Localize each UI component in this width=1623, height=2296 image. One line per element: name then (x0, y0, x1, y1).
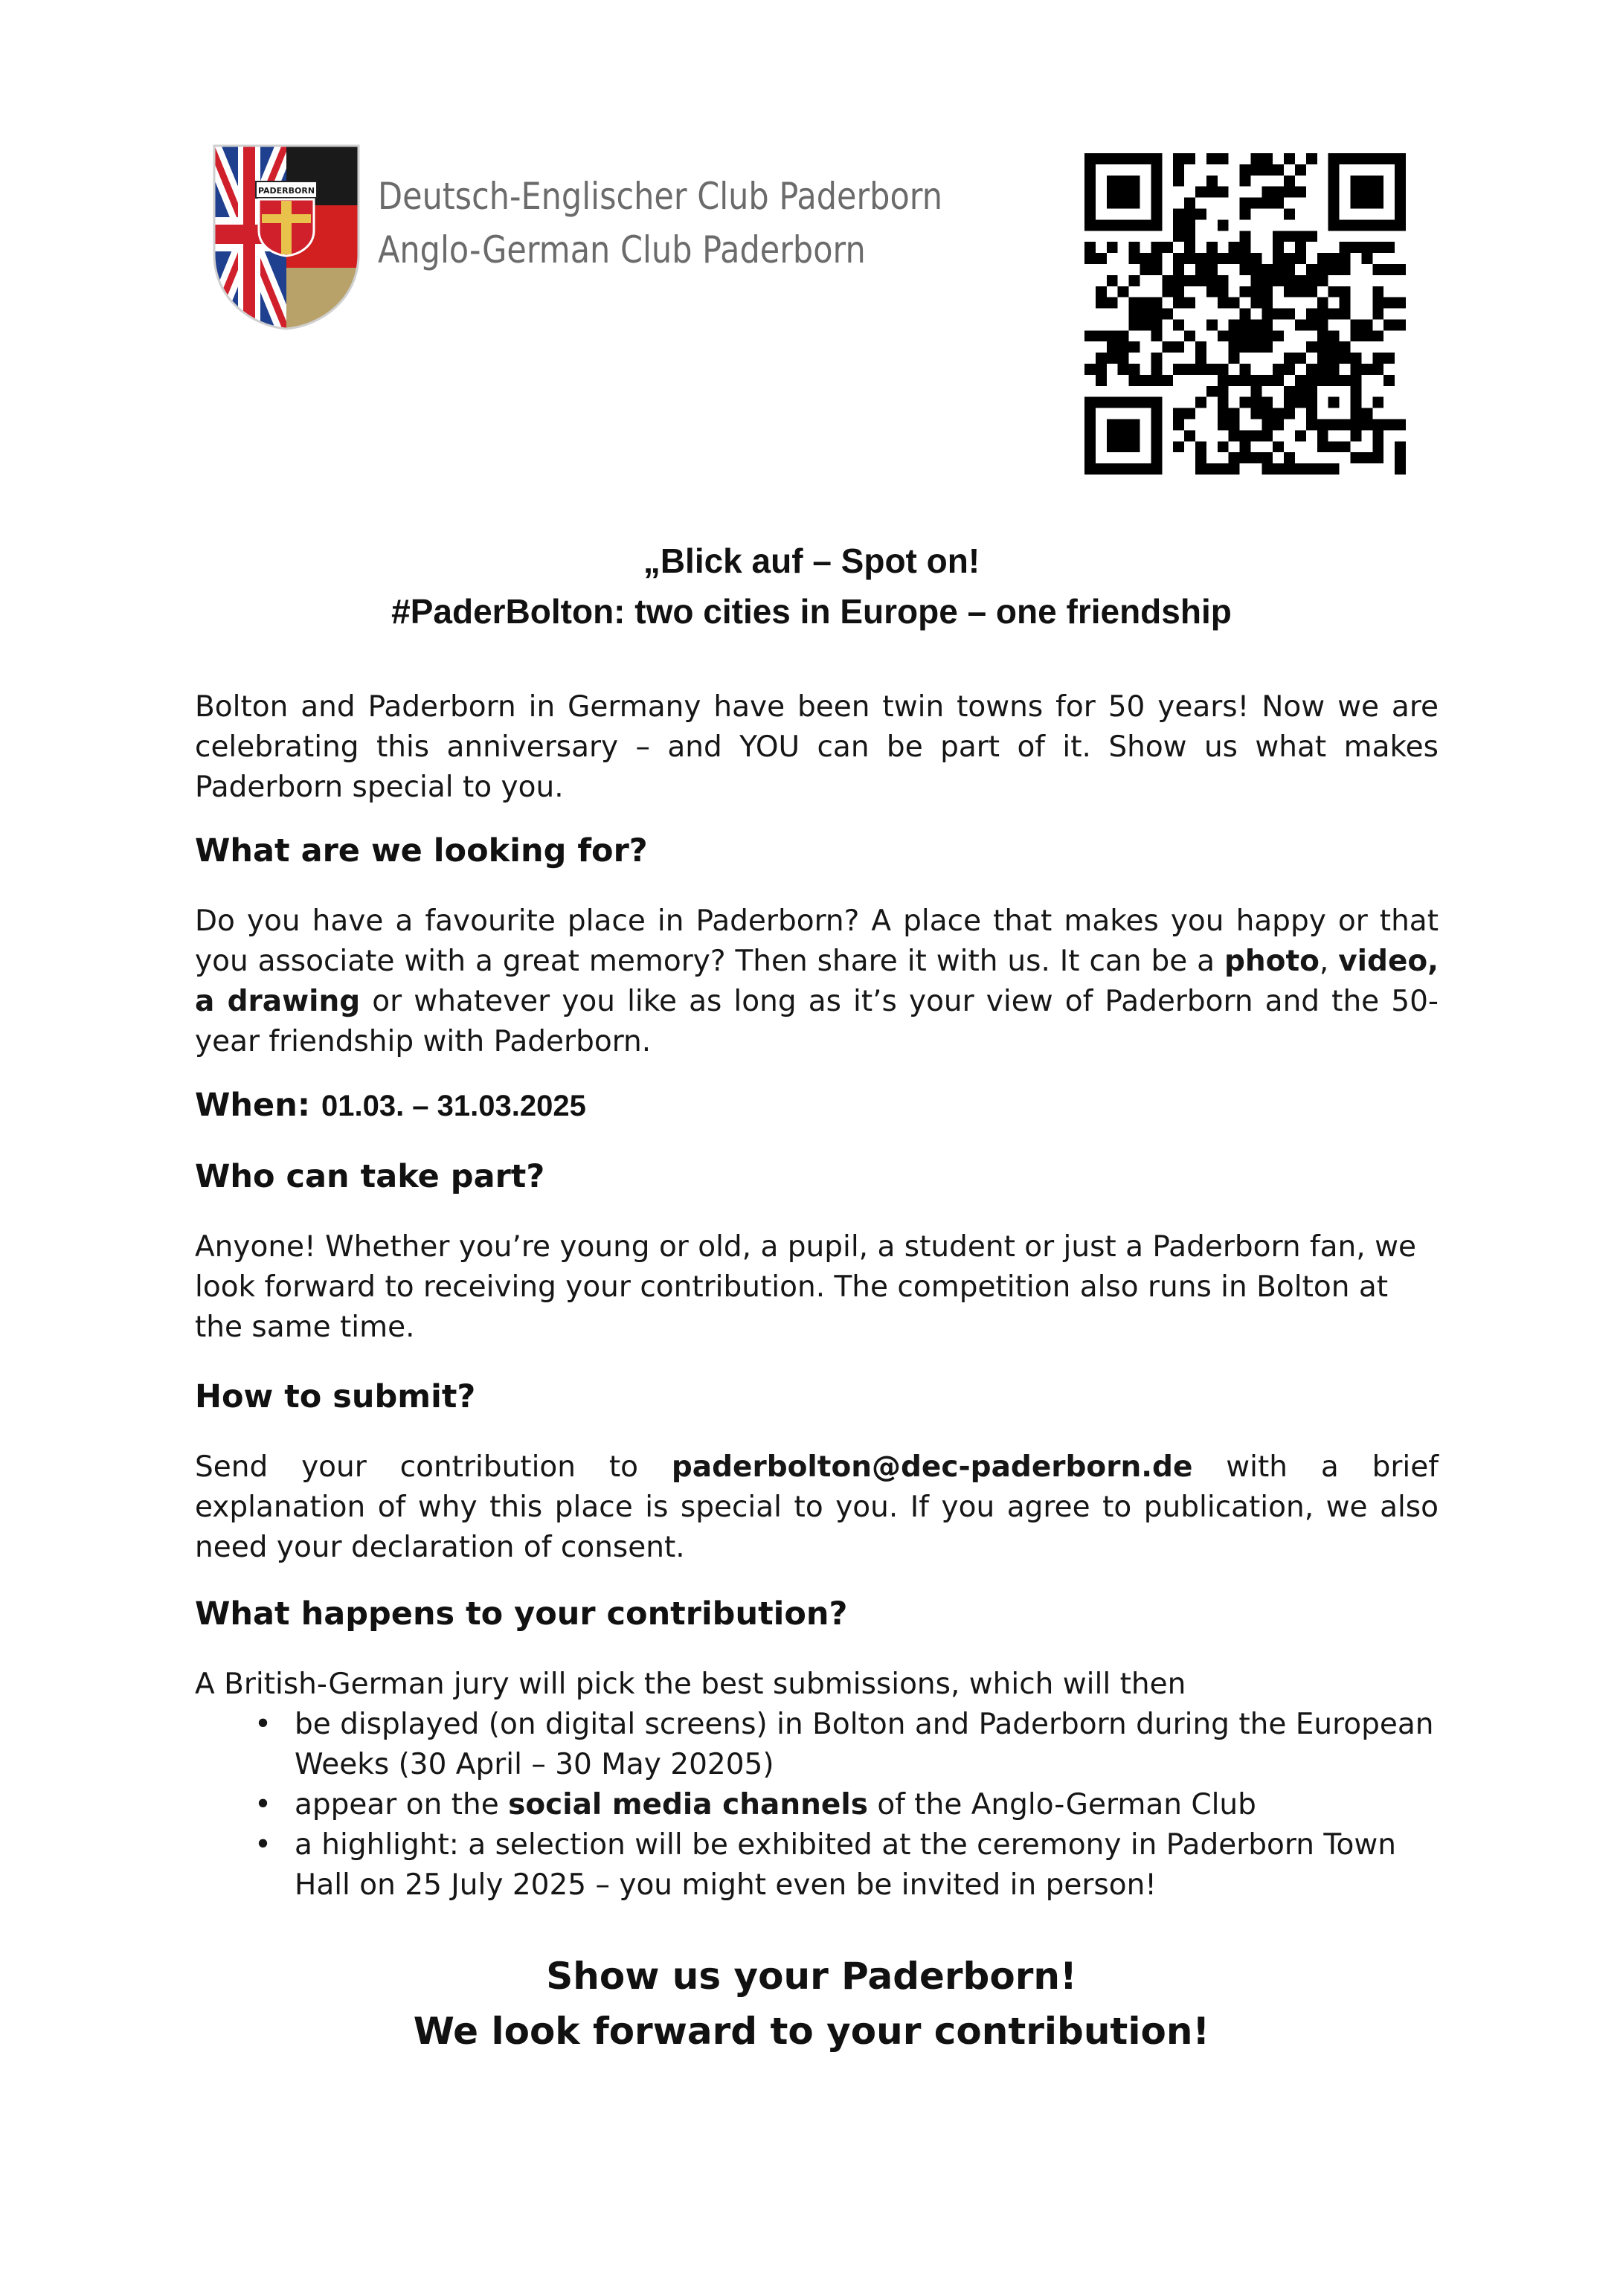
title-line-1: „Blick auf – Spot on! (643, 541, 980, 580)
happens-item-1: be displayed (on digital screens) in Bolton and Paderborn during the European Weeks (30 April – 30 May 20205) (295, 1708, 1434, 1781)
looking-for-bold-photo: photo (1224, 945, 1320, 978)
bullet-icon: • (254, 1708, 272, 1741)
who-section (195, 1156, 1439, 1197)
bullet-icon: • (254, 1788, 272, 1821)
who-paragraph: Anyone! Whether you’re young or old, a pupil, a student or just a Paderborn fan, we look forward to receiving your contribution. The competition also runs in Bolton at the same time. (195, 1230, 1416, 1344)
club-names (378, 170, 942, 277)
closing-line-1: Show us your Paderborn! (546, 1955, 1077, 1998)
logo-text: PADERBORN (257, 186, 315, 196)
when-heading (195, 1084, 1439, 1127)
looking-for-paragraph (195, 901, 1439, 1062)
happens-item-2-bold: social media channels (508, 1788, 868, 1821)
submit-body (195, 1447, 1439, 1568)
who-heading: Who can take part? (195, 1158, 545, 1195)
happens-body (195, 1665, 1439, 1906)
submit-email-link[interactable]: paderbolton@dec-paderborn.de (671, 1450, 1193, 1484)
submit-text-1: Send your contribution to (195, 1450, 672, 1484)
happens-item-3: a highlight: a selection will be exhibited at the ceremony in Paderborn Town Hall on 25 July 2025 – you might even be invited in person! (295, 1828, 1396, 1902)
submit-section (195, 1376, 1439, 1418)
club-name-english: Anglo-German Club Paderborn (378, 228, 866, 271)
submit-text-2: with a brief explanation of why this place is special to you. If you agree to publication, we also need your declaration of consent. (195, 1450, 1439, 1564)
bullet-icon: • (254, 1828, 272, 1862)
intro-paragraph: Bolton and Paderborn in Germany have been twin towns for 50 years! Now we are celebrating this anniversary – and YOU can be part of it. Show us what makes Paderborn special to you. (195, 690, 1439, 804)
closing-line-2: We look forward to your contribution! (413, 2010, 1210, 2053)
looking-for-section (195, 830, 1439, 872)
intro-section (195, 687, 1439, 808)
submit-paragraph (195, 1447, 1439, 1568)
happens-item-2-pre: appear on the (295, 1788, 509, 1821)
when-section (195, 1084, 1439, 1127)
qr-code-icon[interactable] (1084, 153, 1406, 475)
happens-heading: What happens to your contribution? (195, 1595, 848, 1633)
looking-for-heading: What are we looking for? (195, 832, 648, 869)
who-body (195, 1227, 1439, 1348)
happens-intro: A British-German jury will pick the best submissions, which will then (195, 1668, 1186, 1701)
looking-for-body (195, 901, 1439, 1062)
happens-item-2-post: of the Anglo-German Club (867, 1788, 1256, 1821)
looking-for-text-3: or whatever you like as long as it’s your view of Paderborn and the 50-year friendship with Paderborn. (195, 985, 1439, 1058)
looking-for-text-1: Do you have a favourite place in Paderborn? A place that makes you happy or that you associate with a great memory? Then share it with us. It can be a (195, 904, 1439, 978)
list-item (195, 1705, 1439, 1785)
club-crest-icon (210, 143, 363, 330)
when-dates: 01.03. – 31.03.2025 (321, 1090, 586, 1122)
when-label: When: (195, 1087, 321, 1124)
list-item (195, 1825, 1439, 1906)
happens-list (195, 1705, 1439, 1906)
submit-heading: How to submit? (195, 1378, 476, 1415)
title-line-2: #PaderBolton: two cities in Europe – one friendship (391, 592, 1232, 631)
club-name-german: Deutsch-Englischer Club Paderborn (378, 175, 942, 218)
list-item (195, 1785, 1439, 1825)
happens-section (195, 1593, 1439, 1635)
looking-for-text-2: , (1319, 945, 1339, 978)
looking-for-bold-video: video, a drawing (195, 945, 1439, 1018)
